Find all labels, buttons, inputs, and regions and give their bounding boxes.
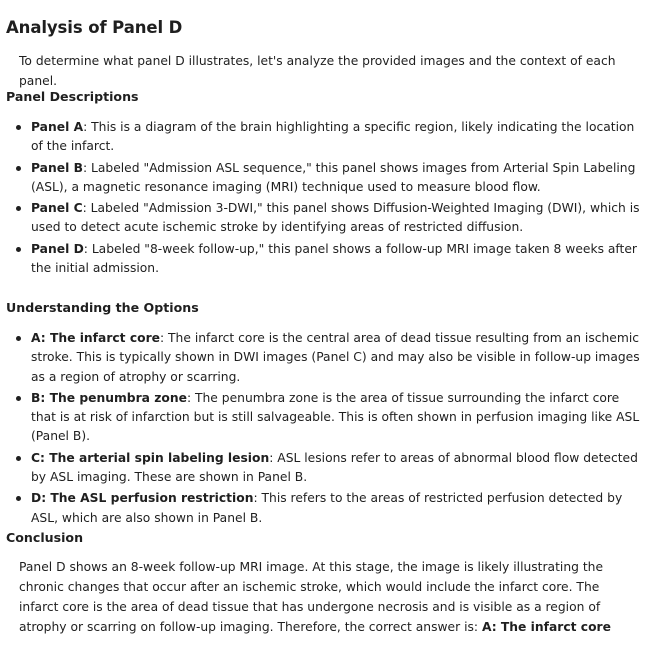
section-heading-conclusion: Conclusion: [6, 530, 84, 545]
list-item: [0, 329, 640, 387]
conclusion-paragraph: [19, 557, 641, 637]
list-item-label: Panel A: [31, 120, 84, 134]
list-item-text: : Labeled "Admission 3-DWI," this panel shows Diffusion-Weighted Imaging (DWI), which is used to detect acute ischemic stroke by identifying areas of restricted diffusion.: [31, 201, 640, 235]
options-list: [0, 329, 640, 530]
list-item-label: D: The ASL perfusion restriction: [31, 491, 254, 506]
panel-descriptions-list: [0, 118, 640, 280]
bullet-icon: [16, 336, 21, 341]
list-item: [0, 240, 640, 279]
list-item: [0, 489, 640, 528]
conclusion-text: Panel D shows an 8-week follow-up MRI image. At this stage, the image is likely illustrating the chronic changes that occur after an ischemic stroke, which would include the infarct core. The infarct core is the area of dead tissue that has undergone necrosis and is visible as a region of atrophy or scarring on follow-up imaging. Therefore, the correct answer is:: [19, 560, 604, 634]
intro-paragraph: To determine what panel D illustrates, let's analyze the provided images and the context of each panel.: [19, 54, 616, 88]
list-item-label: Panel C: [31, 201, 83, 216]
list-item: [0, 389, 640, 447]
section-heading-understanding-options: Understanding the Options: [6, 300, 199, 315]
list-item-text: : The penumbra zone is the area of tissue surrounding the infarct core that is at risk of infarction but is still salvageable. This is often shown in perfusion imaging like ASL (Panel B).: [31, 390, 640, 444]
bullet-icon: [16, 496, 21, 501]
bullet-icon: [16, 166, 21, 171]
list-item-label: Panel B: [31, 160, 83, 175]
bullet-icon: [16, 247, 21, 252]
list-item-text: : Labeled "8-week follow-up," this panel shows a follow-up MRI image taken 8 weeks after the initial admission.: [31, 241, 637, 276]
list-item: [0, 118, 640, 157]
list-item-text: : This is a diagram of the brain highlighting a specific region, likely indicating the location of the infarct.: [31, 120, 635, 154]
page-title: Analysis of Panel D: [6, 18, 183, 37]
list-item: [0, 199, 640, 238]
list-item-text: : ASL lesions refer to areas of abnormal blood flow detected by ASL imaging. These are shown in Panel B.: [31, 450, 638, 485]
conclusion-answer: A: The infarct core: [481, 620, 611, 634]
list-item: [0, 159, 640, 198]
bullet-icon: [16, 396, 21, 401]
list-item-label: A: The infarct core: [31, 331, 160, 345]
bullet-icon: [16, 456, 21, 461]
list-item: [0, 449, 640, 488]
list-item-text: : This refers to the areas of restricted perfusion detected by ASL, which are also shown in Panel B.: [31, 491, 623, 525]
bullet-icon: [16, 206, 21, 211]
list-item-label: B: The penumbra zone: [31, 390, 187, 405]
list-item-label: C: The arterial spin labeling lesion: [31, 450, 270, 465]
section-heading-panel-descriptions: Panel Descriptions: [6, 89, 139, 104]
list-item-label: Panel D: [31, 241, 84, 256]
bullet-icon: [16, 125, 21, 130]
list-item-text: : The infarct core is the central area of dead tissue resulting from an ischemic stroke. This is typically shown in DWI images (Panel C) and may also be visible in follow-up images as a region of atrophy or scarring.: [31, 331, 640, 384]
list-item-text: : Labeled "Admission ASL sequence," this panel shows images from Arterial Spin Labeling (ASL), a magnetic resonance imaging (MRI) technique used to measure blood flow.: [31, 160, 636, 194]
